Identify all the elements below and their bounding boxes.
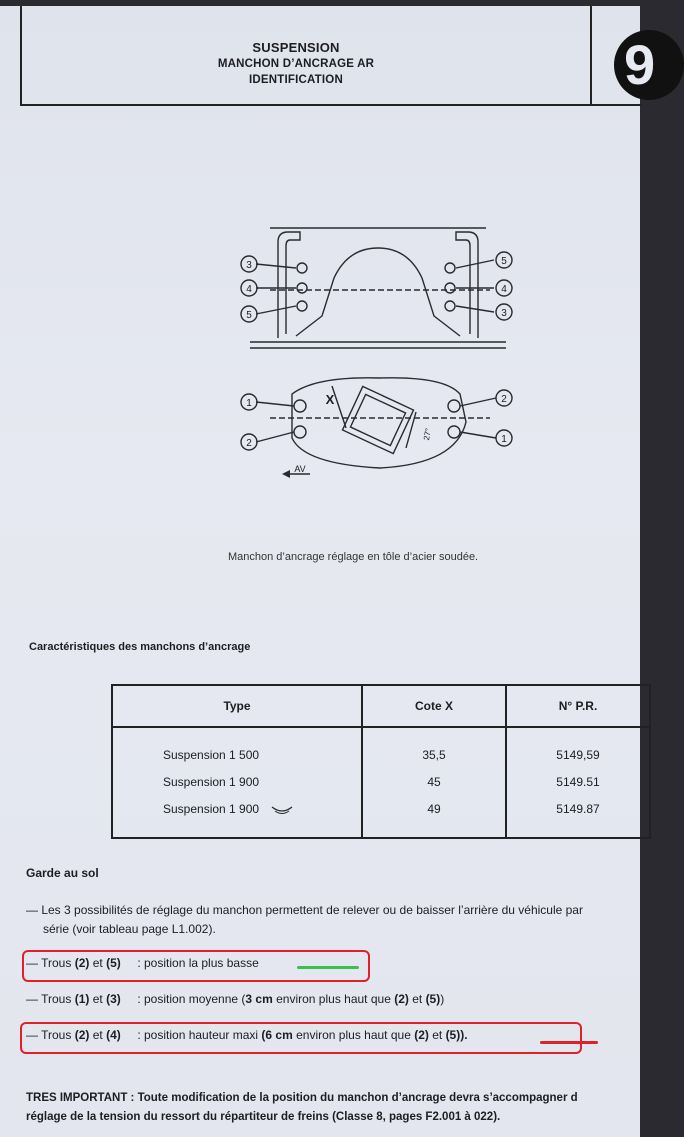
top-right-label-2: 4 bbox=[501, 284, 507, 295]
top-right-label-1: 5 bbox=[501, 256, 507, 267]
document-page bbox=[0, 6, 656, 1137]
garde-intro-line-1: — Les 3 possibilités de réglage du manchon permettent de relever ou de baisser l’arrière du véhicule par bbox=[26, 903, 583, 917]
header-type: Type bbox=[112, 685, 362, 727]
bottom-left-label-1: 1 bbox=[246, 398, 252, 409]
table-body-row bbox=[112, 727, 650, 838]
anchor-sleeve-diagram bbox=[230, 216, 530, 486]
table-cell-cote: 35,5 bbox=[422, 748, 446, 762]
bottom-right-label-1: 2 bbox=[501, 394, 507, 405]
header-subtitle-1: MANCHON D’ANCRAGE AR bbox=[217, 58, 375, 70]
curved-sleeve-icon bbox=[270, 805, 294, 815]
table-cell-cote: 49 bbox=[427, 802, 441, 816]
garde-intro-line-2: série (voir tableau page L1.002). bbox=[43, 922, 216, 936]
header-title-block bbox=[22, 40, 570, 88]
top-left-label-3: 5 bbox=[246, 310, 252, 321]
type-column bbox=[113, 728, 361, 837]
table-cell-type: Suspension 1 500 bbox=[163, 748, 260, 762]
header-subtitle-2: IDENTIFICATION bbox=[249, 74, 343, 86]
top-left-label-2: 4 bbox=[246, 284, 252, 295]
diagram-caption: Manchon d’ancrage réglage en tôle d’acier soudée. bbox=[228, 551, 479, 563]
chapter-number: 9 bbox=[614, 30, 684, 100]
top-right-label-3: 3 bbox=[501, 308, 507, 319]
npr-column bbox=[507, 728, 649, 837]
important-notice bbox=[26, 1089, 666, 1127]
characteristics-title: Caractéristiques des manchons d’ancrage bbox=[29, 641, 251, 653]
important-line-1: TRES IMPORTANT : Toute modification de la position du manchon d’ancrage devra s’accompagner d bbox=[26, 1092, 578, 1104]
top-left-label-1: 3 bbox=[246, 260, 252, 271]
page-header bbox=[20, 6, 656, 106]
garde-intro bbox=[26, 901, 656, 939]
important-line-2: réglage de la tension du ressort du répartiteur de freins (Classe 8, pages F2.001 à 022). bbox=[26, 1111, 501, 1123]
direction-label: AV bbox=[294, 464, 306, 474]
option-medium: — Trous (1) et (3) : position moyenne (3 cm environ plus haut que (2) et (5)) bbox=[26, 992, 445, 1006]
top-view-drawing bbox=[241, 228, 512, 348]
garde-au-sol-title: Garde au sol bbox=[26, 866, 99, 880]
table-cell-npr: 5149,59 bbox=[556, 748, 600, 762]
bottom-view-drawing bbox=[256, 378, 496, 474]
option-highest: — Trous (2) et (4) : position hauteur maxi (6 cm environ plus haut que (2) et (5)). bbox=[26, 1028, 468, 1042]
table-cell-cote: 45 bbox=[427, 775, 441, 789]
header-npr: N° P.R. bbox=[506, 685, 650, 727]
table-header-row bbox=[112, 685, 650, 727]
chapter-box bbox=[590, 6, 656, 104]
angle-label: 27° bbox=[421, 427, 433, 442]
bottom-right-label-2: 1 bbox=[501, 434, 507, 445]
table-cell-npr: 5149.87 bbox=[556, 802, 600, 816]
dimension-x-label: X bbox=[325, 392, 335, 407]
table-cell-type: Suspension 1 900 bbox=[163, 775, 260, 789]
header-title: SUSPENSION bbox=[252, 40, 340, 55]
option-lowest: — Trous (2) et (5) : position la plus basse bbox=[26, 956, 259, 970]
cote-column bbox=[363, 728, 505, 837]
characteristics-table bbox=[111, 684, 651, 839]
bottom-left-label-2: 2 bbox=[246, 438, 252, 449]
red-underline-mark bbox=[540, 1041, 598, 1044]
table-cell-type: Suspension 1 900 bbox=[163, 796, 361, 823]
green-underline-mark bbox=[297, 966, 359, 969]
header-cote-x: Cote X bbox=[362, 685, 506, 727]
table-cell-npr: 5149.51 bbox=[556, 775, 600, 789]
